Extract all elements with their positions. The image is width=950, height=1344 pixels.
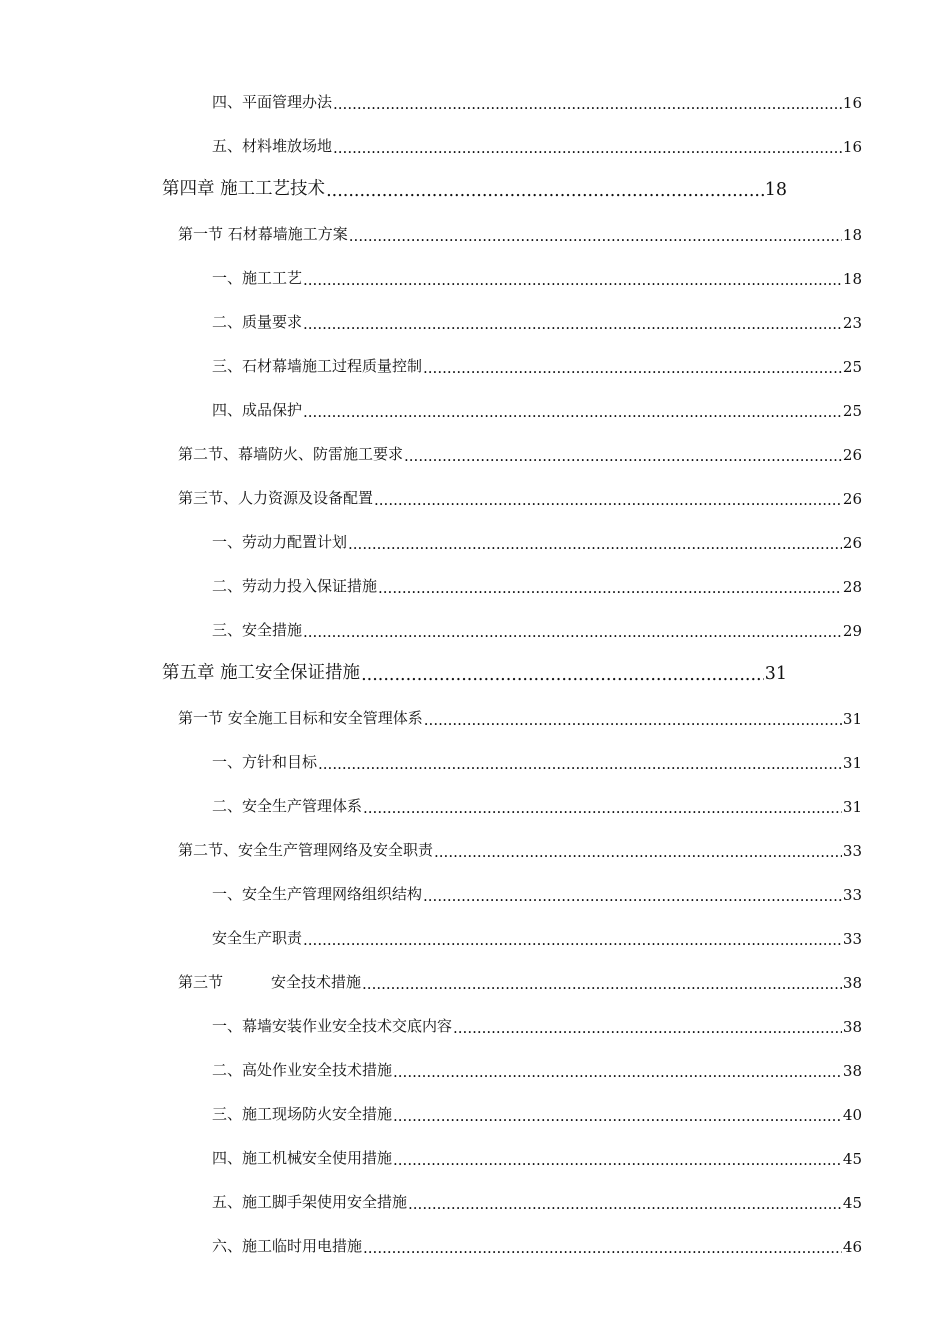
toc-leader-dots: [333, 141, 842, 156]
toc-leader-dots: [303, 405, 842, 420]
toc-entry-page: 18: [842, 270, 862, 288]
toc-entry-page: 45: [842, 1194, 862, 1212]
toc-leader-dots: [303, 933, 842, 948]
toc-entry-title: 一、安全生产管理网络组织结构: [212, 885, 423, 903]
toc-entry[interactable]: [212, 528, 862, 552]
toc-entry[interactable]: [212, 1232, 862, 1256]
toc-entry-title: 四、施工机械安全使用措施: [212, 1149, 393, 1167]
toc-entry-page: 33: [842, 842, 862, 860]
toc-entry-page: 46: [842, 1238, 862, 1256]
toc-entry-title: 第五章 施工安全保证措施: [162, 663, 361, 683]
toc-leader-dots: [318, 757, 842, 772]
toc-entry-title: 六、施工临时用电措施: [212, 1237, 363, 1255]
toc-entry-title: 一、施工工艺: [212, 269, 303, 287]
toc-section-entry[interactable]: [178, 704, 862, 728]
toc-entry-title: 四、成品保护: [212, 401, 303, 419]
toc-leader-dots: [453, 1021, 842, 1036]
toc-leader-dots: [363, 801, 842, 816]
toc-section-entry[interactable]: [178, 836, 862, 860]
toc-entry-page: 18: [842, 226, 862, 244]
toc-entry[interactable]: [212, 880, 862, 904]
toc-leader-dots: [424, 713, 842, 728]
toc-entry[interactable]: [212, 264, 862, 288]
toc-entry-page: 33: [842, 930, 862, 948]
toc-entry-page: 26: [842, 534, 862, 552]
toc-entry[interactable]: [212, 616, 862, 640]
toc-entry-page: 25: [842, 358, 862, 376]
toc-entry[interactable]: [212, 132, 862, 156]
toc-entry-page: 18: [764, 180, 787, 200]
toc-chapter-entry[interactable]: [162, 656, 787, 684]
toc-entry-page: 31: [842, 754, 862, 772]
toc-entry-page: 26: [842, 446, 862, 464]
toc-entry-title: 五、材料堆放场地: [212, 137, 333, 155]
toc-leader-dots: [361, 667, 764, 685]
toc-entry[interactable]: [212, 396, 862, 420]
toc-entry-page: 28: [842, 578, 862, 596]
toc-entry-page: 29: [842, 622, 862, 640]
toc-entry-page: 31: [842, 798, 862, 816]
toc-entry-page: 26: [842, 490, 862, 508]
toc-chapter-entry[interactable]: [162, 172, 787, 200]
toc-entry-page: 23: [842, 314, 862, 332]
toc-section-entry[interactable]: [178, 968, 862, 992]
toc-entry-title: 二、安全生产管理体系: [212, 797, 363, 815]
toc-entry-title: 一、方针和目标: [212, 753, 318, 771]
toc-entry[interactable]: [212, 88, 862, 112]
toc-entry-subtitle: 安全技术措施: [271, 973, 362, 991]
toc-entry[interactable]: [212, 748, 862, 772]
toc-section-entry[interactable]: [178, 440, 862, 464]
toc-entry-title: 安全生产职责: [212, 929, 303, 947]
toc-entry-title: 四、平面管理办法: [212, 93, 333, 111]
toc-entry-page: 38: [842, 1062, 862, 1080]
toc-entry[interactable]: [212, 1012, 862, 1036]
toc-leader-dots: [393, 1065, 842, 1080]
toc-entry-page: 25: [842, 402, 862, 420]
toc-entry[interactable]: [212, 1144, 862, 1168]
toc-entry[interactable]: [212, 1100, 862, 1124]
toc-entry[interactable]: [212, 1056, 862, 1080]
toc-leader-dots: [333, 97, 842, 112]
toc-section-entry[interactable]: [178, 220, 862, 244]
toc-entry-title: 五、施工脚手架使用安全措施: [212, 1193, 408, 1211]
toc-entry-page: 38: [842, 1018, 862, 1036]
toc-leader-dots: [374, 493, 842, 508]
toc-entry-title: 二、劳动力投入保证措施: [212, 577, 378, 595]
toc-entry-page: 31: [842, 710, 862, 728]
toc-entry-title: 三、施工现场防火安全措施: [212, 1105, 393, 1123]
toc-entry-title: 三、安全措施: [212, 621, 303, 639]
toc-leader-dots: [326, 183, 764, 201]
toc-entry-title: 第一节 安全施工目标和安全管理体系: [178, 709, 423, 727]
toc-entry-title: 第三节、人力资源及设备配置: [178, 489, 374, 507]
toc-leader-dots: [408, 1197, 842, 1212]
toc-entry[interactable]: [212, 924, 862, 948]
toc-entry[interactable]: [212, 308, 862, 332]
toc-leader-dots: [362, 977, 842, 992]
toc-entry-page: 31: [764, 664, 787, 684]
toc-entry[interactable]: [212, 1188, 862, 1212]
toc-entry-title: 第三节: [178, 973, 224, 991]
toc-entry-title: 一、幕墙安装作业安全技术交底内容: [212, 1017, 453, 1035]
toc-leader-dots: [404, 449, 842, 464]
toc-entry-title: 第二节、幕墙防火、防雷施工要求: [178, 445, 404, 463]
toc-entry[interactable]: [212, 572, 862, 596]
toc-leader-dots: [363, 1241, 842, 1256]
toc-entry-title: 二、质量要求: [212, 313, 303, 331]
toc-entry-page: 40: [842, 1106, 862, 1124]
toc-entry-page: 38: [842, 974, 862, 992]
toc-section-entry[interactable]: [178, 484, 862, 508]
toc-leader-dots: [393, 1153, 842, 1168]
toc-leader-dots: [423, 361, 842, 376]
toc-entry-page: 16: [842, 94, 862, 112]
toc-leader-dots: [303, 625, 842, 640]
toc-leader-dots: [303, 317, 842, 332]
toc-entry-page: 33: [842, 886, 862, 904]
toc-leader-dots: [378, 581, 842, 596]
toc-entry-title: 第二节、安全生产管理网络及安全职责: [178, 841, 434, 859]
toc-leader-dots: [423, 889, 842, 904]
toc-entry-page: 45: [842, 1150, 862, 1168]
toc-entry-page: 16: [842, 138, 862, 156]
toc-entry[interactable]: [212, 792, 862, 816]
toc-entry-title: 一、劳动力配置计划: [212, 533, 348, 551]
toc-leader-dots: [349, 229, 842, 244]
toc-leader-dots: [303, 273, 842, 288]
toc-leader-dots: [434, 845, 842, 860]
toc-leader-dots: [348, 537, 842, 552]
toc-entry-title: 第一节 石材幕墙施工方案: [178, 225, 348, 243]
toc-leader-dots: [393, 1109, 842, 1124]
toc-entry-title: 三、石材幕墙施工过程质量控制: [212, 357, 423, 375]
toc-entry[interactable]: [212, 352, 862, 376]
toc-entry-title: 第四章 施工工艺技术: [162, 179, 326, 199]
toc-entry-title: 二、高处作业安全技术措施: [212, 1061, 393, 1079]
